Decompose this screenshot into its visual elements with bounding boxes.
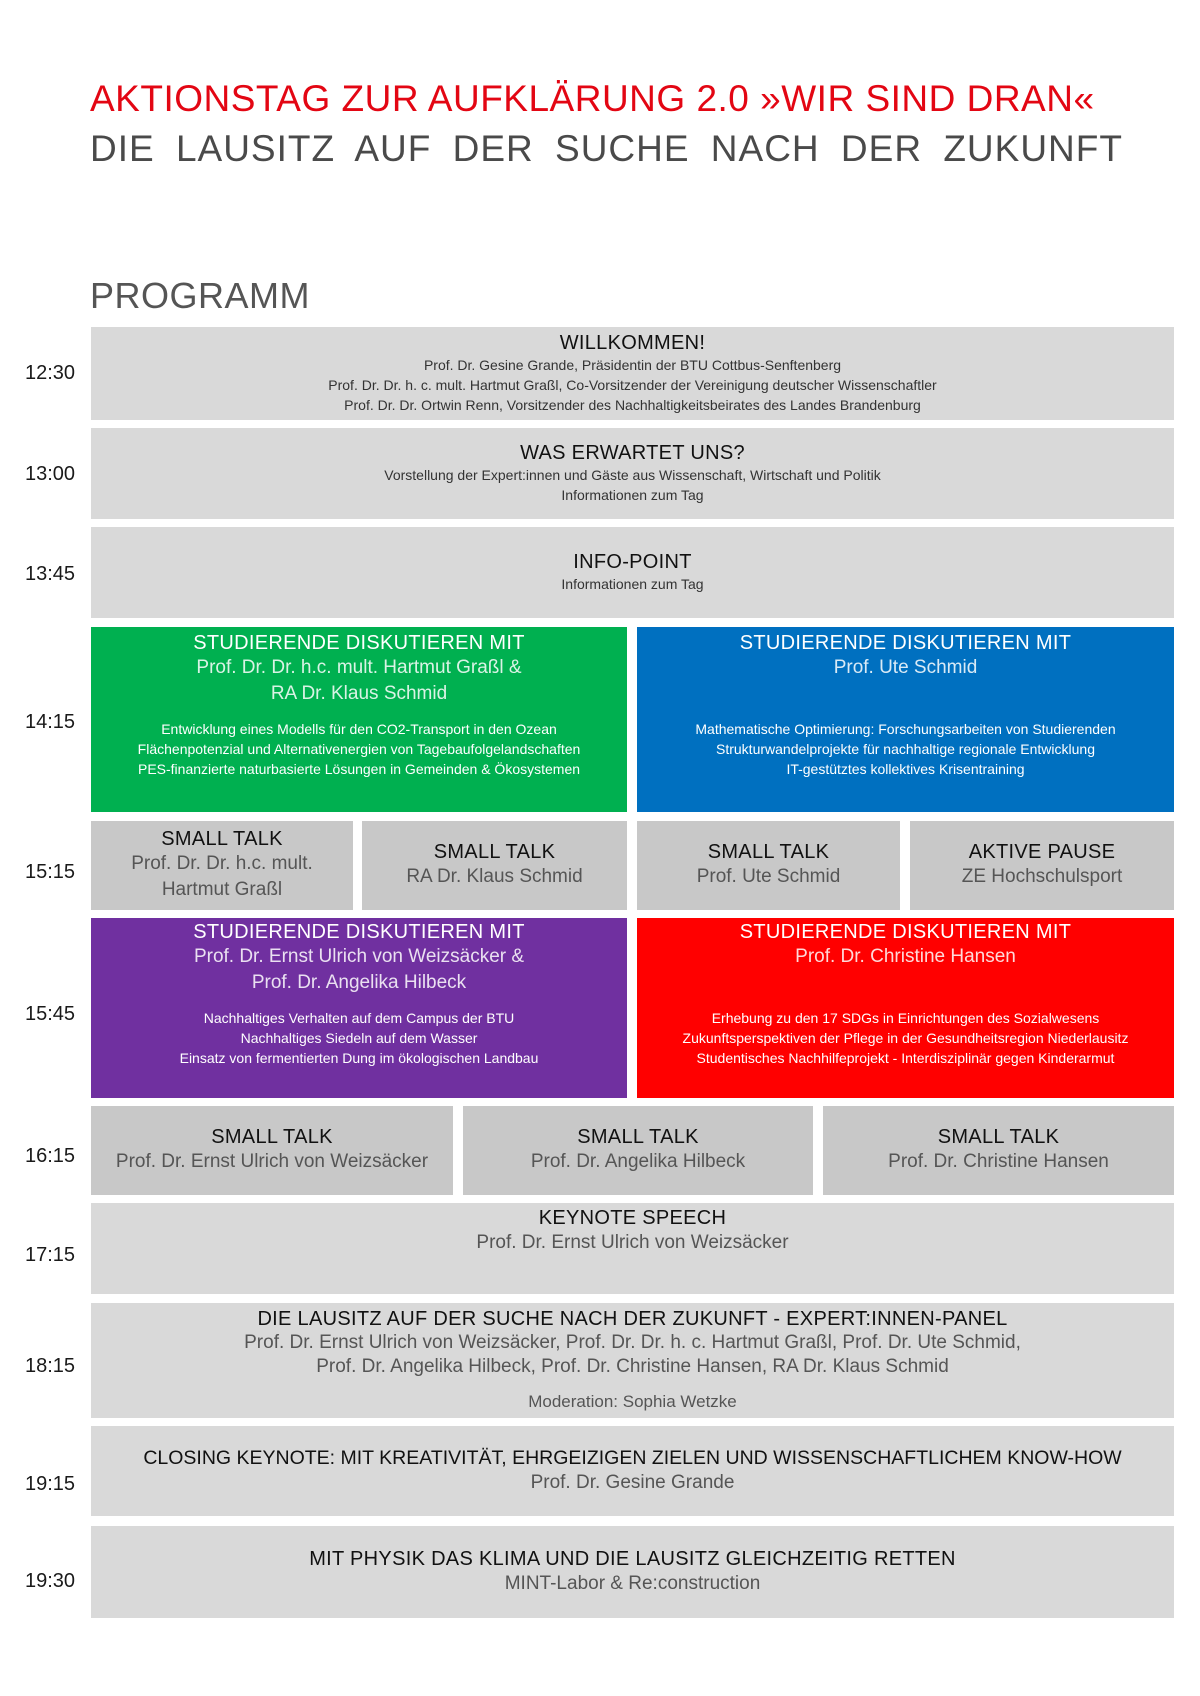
panel-title: DIE LAUSITZ AUF DER SUCHE NACH DER ZUKUNFT - EXPERT:INNEN-PANEL bbox=[257, 1308, 1008, 1330]
discussion-topic: PES-finanzierte naturbasierte Lösungen in Gemeinden & Ökosystemen bbox=[137, 761, 581, 777]
discussion-block-red bbox=[637, 918, 1174, 1098]
discussion-topic: Nachhaltiges Verhalten auf dem Campus der BTU bbox=[203, 1010, 515, 1026]
welcome-block bbox=[91, 327, 1174, 420]
small-talk-title: SMALL TALK bbox=[577, 1126, 699, 1148]
event-title: AKTIONSTAG ZUR AUFKLÄRUNG 2.0 »WIR SIND DRAN« bbox=[90, 78, 1095, 119]
discussion-title: STUDIERENDE DISKUTIEREN MIT bbox=[193, 632, 525, 654]
time-label: 19:15 bbox=[24, 1473, 76, 1495]
small-talk-block bbox=[637, 821, 900, 910]
time-label: 16:15 bbox=[24, 1145, 76, 1167]
discussion-block-purple bbox=[91, 918, 627, 1098]
keynote-speaker: Prof. Dr. Ernst Ulrich von Weizsäcker bbox=[476, 1232, 789, 1253]
small-talk-title: SMALL TALK bbox=[433, 841, 556, 863]
physics-host: MINT-Labor & Re:construction bbox=[504, 1572, 761, 1594]
small-talk-speaker: Prof. Dr. Angelika Hilbeck bbox=[530, 1151, 746, 1172]
time-label: 19:30 bbox=[24, 1570, 76, 1592]
discussion-topic: Mathematische Optimierung: Forschungsarbeiten von Studierenden bbox=[695, 721, 1116, 737]
discussion-topic: Strukturwandelprojekte für nachhaltige regionale Entwicklung bbox=[716, 741, 1095, 757]
discussion-speaker: Prof. Dr. Christine Hansen bbox=[795, 946, 1016, 967]
small-talk-title: SMALL TALK bbox=[937, 1126, 1060, 1148]
small-talk-speaker: Hartmut Graßl bbox=[161, 879, 283, 900]
discussion-topic: Flächenpotenzial und Alternativenergien von Tagebaufolgelandschaften bbox=[137, 741, 581, 757]
closing-keynote-title: CLOSING KEYNOTE: MIT KREATIVITÄT, EHRGEIZIGEN ZIELEN UND WISSENSCHAFTLICHEM KNOW-HOW bbox=[143, 1446, 1122, 1469]
time-label: 15:15 bbox=[24, 861, 76, 883]
small-talk-speaker: Prof. Dr. Christine Hansen bbox=[888, 1151, 1109, 1172]
section-title: PROGRAMM bbox=[90, 275, 310, 316]
discussion-topic: Studentisches Nachhilfeprojekt - Interdisziplinär gegen Kinderarmut bbox=[696, 1050, 1115, 1066]
welcome-title: WILLKOMMEN! bbox=[559, 332, 706, 354]
small-talk-block bbox=[823, 1106, 1174, 1195]
panel-moderation: Moderation: Sophia Wetzke bbox=[528, 1392, 737, 1411]
discussion-speaker: Prof. Dr. Ernst Ulrich von Weizsäcker & bbox=[193, 946, 525, 967]
small-talk-title: SMALL TALK bbox=[707, 841, 830, 863]
welcome-line: Prof. Dr. Gesine Grande, Präsidentin der BTU Cottbus-Senftenberg bbox=[423, 357, 842, 373]
active-break-title: AKTIVE PAUSE bbox=[968, 841, 1116, 863]
small-talk-title: SMALL TALK bbox=[161, 828, 283, 850]
info-point-block bbox=[91, 527, 1174, 618]
physics-block bbox=[91, 1526, 1174, 1618]
discussion-topic: Erhebung zu den 17 SDGs in Einrichtungen des Sozialwesens bbox=[711, 1010, 1100, 1026]
discussion-topic: Entwicklung eines Modells für den CO2-Transport in den Ozean bbox=[161, 721, 557, 737]
small-talk-block bbox=[362, 821, 627, 910]
small-talk-block bbox=[91, 1106, 453, 1195]
discussion-block-green bbox=[91, 627, 627, 812]
discussion-topic: Zukunftsperspektiven der Pflege in der Gesundheitsregion Niederlausitz bbox=[682, 1030, 1129, 1046]
event-subtitle: DIE LAUSITZ AUF DER SUCHE NACH DER ZUKUNFT bbox=[90, 128, 1123, 169]
small-talk-block bbox=[463, 1106, 813, 1195]
info-point-line: Informationen zum Tag bbox=[561, 576, 704, 592]
time-label: 15:45 bbox=[24, 1003, 76, 1025]
time-label: 18:15 bbox=[24, 1355, 76, 1377]
small-talk-speaker: RA Dr. Klaus Schmid bbox=[406, 866, 583, 887]
discussion-block-blue bbox=[637, 627, 1174, 812]
time-label: 17:15 bbox=[24, 1244, 76, 1266]
discussion-topic: Einsatz von fermentierten Dung im ökologischen Landbau bbox=[179, 1050, 539, 1066]
discussion-speaker: Prof. Dr. Dr. h.c. mult. Hartmut Graßl & bbox=[196, 657, 522, 678]
panel-speakers: Prof. Dr. Angelika Hilbeck, Prof. Dr. Christine Hansen, RA Dr. Klaus Schmid bbox=[316, 1356, 949, 1377]
panel-speakers: Prof. Dr. Ernst Ulrich von Weizsäcker, Prof. Dr. Dr. h. c. Hartmut Graßl, Prof. Dr. Ute Schmid, bbox=[244, 1332, 1021, 1353]
time-label: 14:15 bbox=[24, 711, 76, 733]
discussion-title: STUDIERENDE DISKUTIEREN MIT bbox=[739, 921, 1072, 943]
time-label: 12:30 bbox=[24, 362, 76, 384]
discussion-title: STUDIERENDE DISKUTIEREN MIT bbox=[739, 632, 1072, 654]
discussion-topic: Nachhaltiges Siedeln auf dem Wasser bbox=[240, 1030, 478, 1046]
time-label: 13:00 bbox=[24, 463, 76, 485]
expect-block bbox=[91, 428, 1174, 519]
small-talk-title: SMALL TALK bbox=[211, 1126, 333, 1148]
small-talk-speaker: Prof. Ute Schmid bbox=[696, 866, 841, 887]
small-talk-speaker: Prof. Dr. Dr. h.c. mult. bbox=[131, 853, 313, 874]
active-break-block bbox=[910, 821, 1174, 910]
closing-keynote-block bbox=[91, 1426, 1174, 1516]
discussion-speaker: Prof. Dr. Angelika Hilbeck bbox=[251, 972, 467, 993]
closing-keynote-speaker: Prof. Dr. Gesine Grande bbox=[530, 1471, 735, 1493]
active-break-host: ZE Hochschulsport bbox=[961, 866, 1123, 887]
keynote-block bbox=[91, 1203, 1174, 1294]
expect-line: Vorstellung der Expert:innen und Gäste aus Wissenschaft, Wirtschaft und Politik bbox=[384, 467, 881, 483]
physics-title: MIT PHYSIK DAS KLIMA UND DIE LAUSITZ GLEICHZEITIG RETTEN bbox=[309, 1547, 956, 1570]
welcome-line: Prof. Dr. Dr. Ortwin Renn, Vorsitzender des Nachhaltigkeitsbeirates des Landes Brandenburg bbox=[344, 397, 921, 413]
welcome-line: Prof. Dr. Dr. h. c. mult. Hartmut Graßl, Co-Vorsitzender der Vereinigung deutscher Wissenschaftler bbox=[328, 377, 937, 393]
time-label: 13:45 bbox=[24, 563, 76, 585]
expect-title: WAS ERWARTET UNS? bbox=[520, 442, 745, 464]
small-talk-block bbox=[91, 821, 353, 910]
keynote-title: KEYNOTE SPEECH bbox=[538, 1207, 727, 1229]
discussion-speaker: RA Dr. Klaus Schmid bbox=[270, 683, 448, 704]
discussion-speaker: Prof. Ute Schmid bbox=[833, 657, 978, 678]
expect-line: Informationen zum Tag bbox=[561, 487, 704, 503]
discussion-topic: IT-gestütztes kollektives Krisentraining bbox=[786, 761, 1025, 777]
info-point-title: INFO-POINT bbox=[573, 551, 692, 573]
small-talk-speaker: Prof. Dr. Ernst Ulrich von Weizsäcker bbox=[115, 1151, 429, 1172]
panel-block bbox=[91, 1303, 1174, 1418]
discussion-title: STUDIERENDE DISKUTIEREN MIT bbox=[193, 921, 525, 943]
